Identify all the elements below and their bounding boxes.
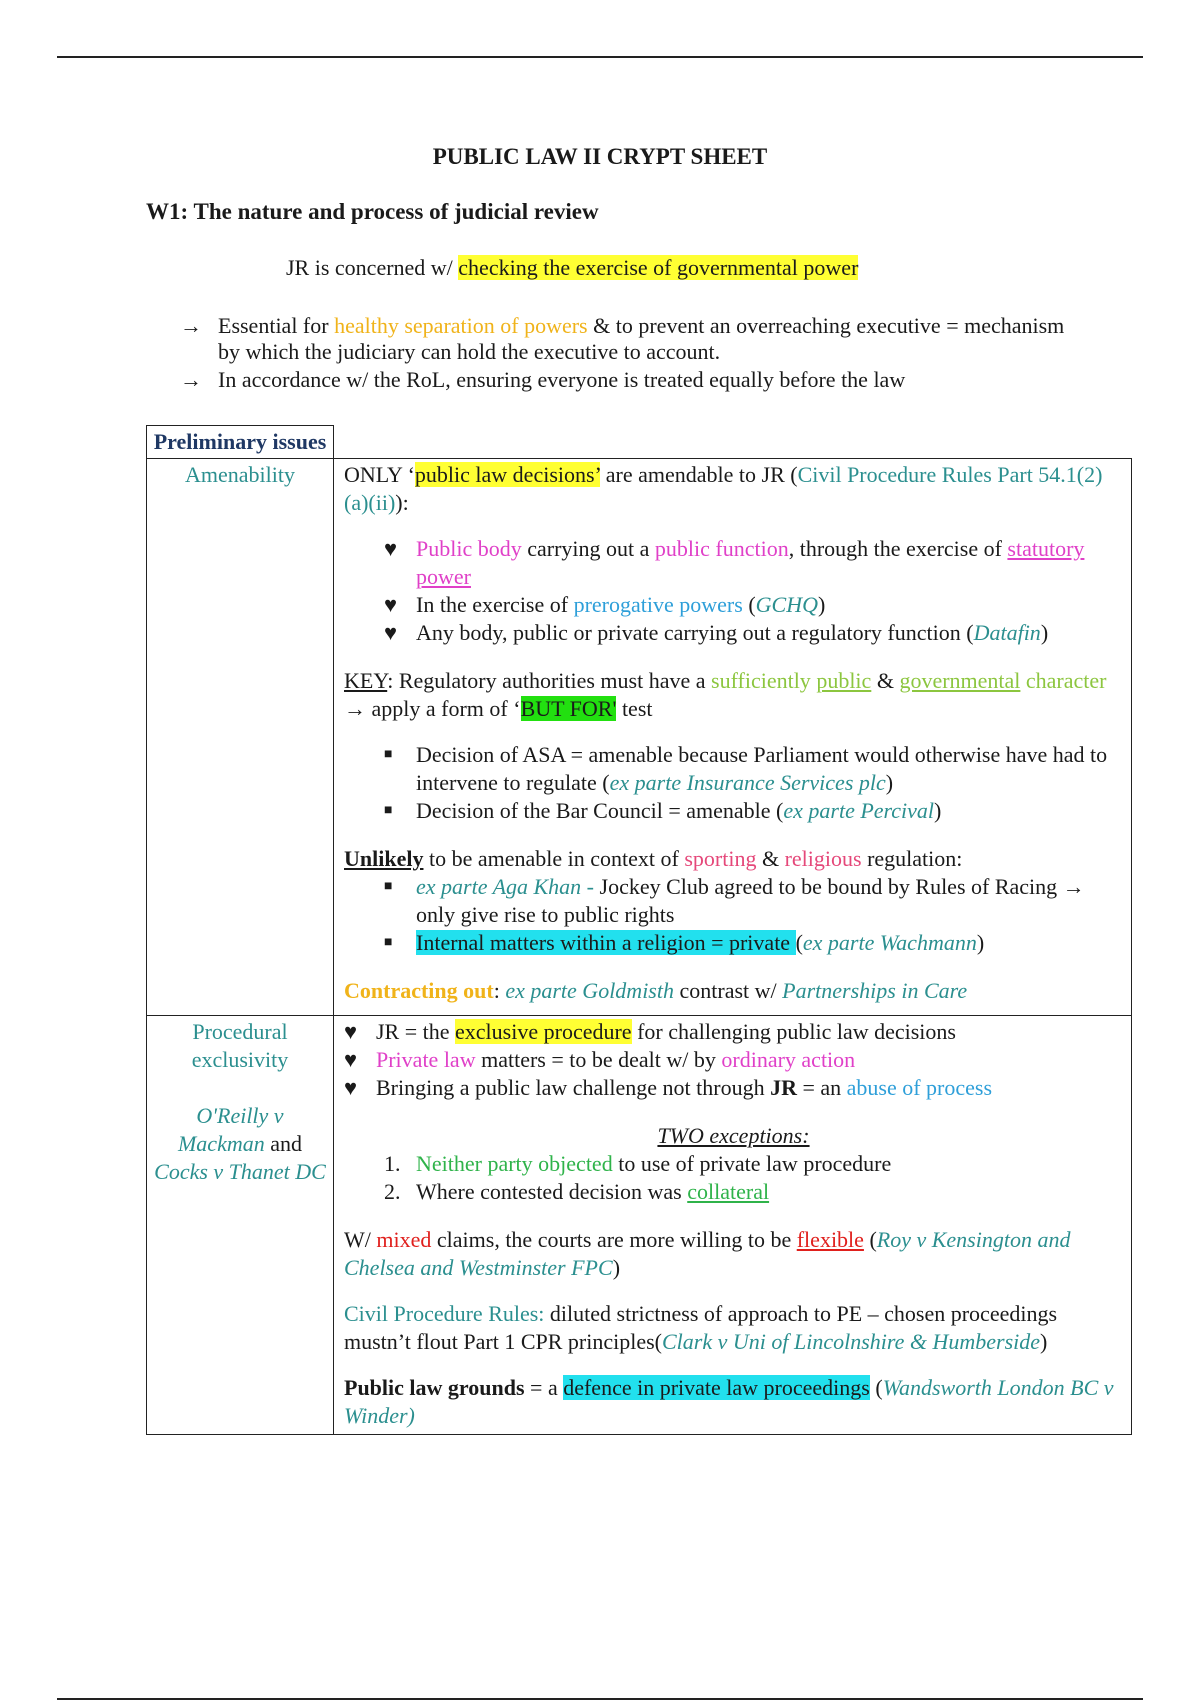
heart-bullet-icon: ♥ — [344, 1075, 358, 1100]
amenability-content — [334, 459, 1132, 1016]
square-bullet-icon: ■ — [384, 747, 393, 762]
square-bullet-icon: ■ — [384, 803, 393, 818]
table-header-empty-cell — [334, 426, 1132, 459]
week-heading: W1: The nature and process of judicial review — [146, 199, 599, 224]
list-item: ♥ In the exercise of prerogative powers (GCHQ) — [384, 592, 826, 617]
list-item: ♥ Bringing a public law challenge not through JR = an abuse of process — [344, 1075, 993, 1100]
list-item: ♥ Any body, public or private carrying out a regulatory function (Datafin) — [384, 620, 1049, 645]
procedural-cases: O'Reilly v Mackman and Cocks v Thanet DC — [154, 1103, 326, 1184]
unlikely-heading: Unlikely to be amenable in context of sporting & religious regulation: — [344, 846, 963, 871]
list-item: ■ Decision of the Bar Council = amenable (ex parte Percival) — [384, 798, 942, 823]
list-item: 1. Neither party objected to use of private law procedure — [384, 1151, 892, 1176]
public-law-grounds: Public law grounds = a defence in private law proceedings (Wandsworth London BC v Winder) — [344, 1375, 1114, 1428]
heart-bullet-icon: ♥ — [384, 620, 398, 645]
heart-bullet-icon: ♥ — [344, 1047, 358, 1072]
list-item: ■ Internal matters within a religion = private (ex parte Wachmann) — [384, 930, 985, 955]
list-item: ♥ Public body carrying out a public function, through the exercise of statutory power — [384, 536, 1085, 589]
rightwards-arrow-icon: → — [180, 313, 202, 338]
preliminary-issues-table — [146, 425, 1132, 1435]
list-item: ♥ Private law matters = to be dealt w/ by ordinary action — [344, 1047, 856, 1072]
exceptions-title: TWO exceptions: — [657, 1123, 810, 1148]
civil-procedure-rules: Civil Procedure Rules: diluted strictness of approach to PE – chosen proceedings mustn’t flout Part 1 CPR principles(Clark v Uni of Lincolnshire & Humberside) — [344, 1301, 1058, 1354]
arrow-item: → Essential for healthy separation of powers & to prevent an overreaching executive = mechanism by which the judiciary can hold the executive to account. — [180, 313, 1065, 364]
heart-bullet-icon: ♥ — [344, 1019, 358, 1044]
unlikely-bullets — [344, 873, 1123, 957]
decision-bullets — [344, 741, 1123, 825]
contracting-out: Contracting out: ex parte Goldmisth contrast w/ Partnerships in Care — [344, 978, 968, 1003]
list-item: ■ ex parte Aga Khan - Jockey Club agreed to be bound by Rules of Racing → only give rise to public rights — [384, 874, 1085, 927]
procedural-bullets — [344, 1018, 1123, 1102]
intro-highlight: checking the exercise of governmental power — [458, 255, 859, 280]
mixed-claims: W/ mixed claims, the courts are more willing to be flexible (Roy v Kensington and Chelsea and Westminster FPC) — [344, 1227, 1071, 1280]
table-row — [147, 459, 1132, 1016]
arrow-list — [180, 313, 1070, 395]
amenability-intro: ONLY ‘public law decisions’ are amendable to JR (Civil Procedure Rules Part 54.1(2)(a)(ii)): — [344, 462, 1103, 515]
top-rule — [57, 56, 1143, 58]
rightwards-arrow-icon: → — [180, 367, 202, 392]
row-label-amenability: Amenability — [147, 459, 334, 1016]
square-bullet-icon: ■ — [384, 879, 393, 894]
table-row — [147, 1016, 1132, 1435]
intro-statement: JR is concerned w/ checking the exercise of governmental power — [286, 255, 859, 280]
amenability-bullets — [344, 535, 1123, 647]
key-point: KEY: Regulatory authorities must have a sufficiently public & governmental character → apply a form of ‘BUT FOR' test — [344, 668, 1107, 721]
procedural-content — [334, 1016, 1132, 1435]
list-item: 2. Where contested decision was collateral — [384, 1179, 770, 1204]
table-header: Preliminary issues — [147, 426, 334, 459]
heart-bullet-icon: ♥ — [384, 592, 398, 617]
list-item: ♥ JR = the exclusive procedure for challenging public law decisions — [344, 1019, 956, 1044]
arrow-item: → In accordance w/ the RoL, ensuring everyone is treated equally before the law — [180, 367, 906, 392]
square-bullet-icon: ■ — [384, 935, 393, 950]
list-item: ■ Decision of ASA = amenable because Parliament would otherwise have had to intervene to regulate (ex parte Insurance Services plc) — [384, 742, 1108, 795]
page-title: PUBLIC LAW II CRYPT SHEET — [432, 144, 768, 169]
heart-bullet-icon: ♥ — [384, 536, 398, 561]
row-label-procedural: Procedural exclusivity O'Reilly v Mackman and Cocks v Thanet DC — [147, 1016, 334, 1435]
exceptions-list — [344, 1150, 1123, 1206]
